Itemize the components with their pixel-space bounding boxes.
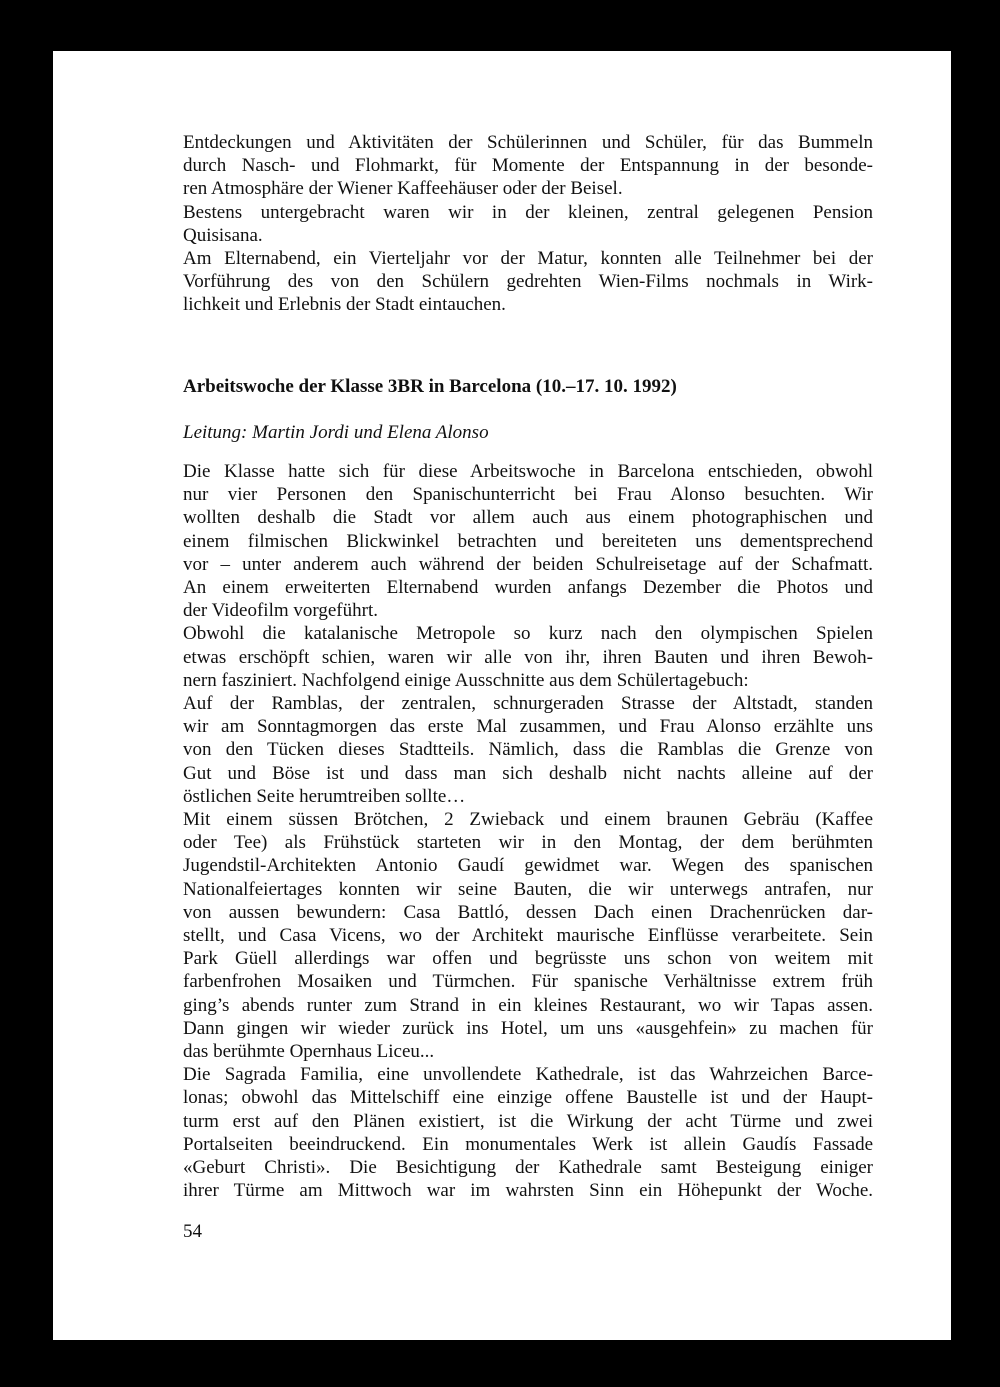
text-line: Auf der Ramblas, der zentralen, schnurgeraden Strasse der Altstadt, standen — [183, 693, 873, 715]
text-line: Die Sagrada Familia, eine unvollendete Kathedrale, ist das Wahrzeichen Barce- — [183, 1064, 873, 1086]
text-line: lonas; obwohl das Mittelschiff eine einzige offene Baustelle ist und der Haupt- — [183, 1087, 873, 1109]
text-line: Jugendstil-Architekten Antonio Gaudí gewidmet war. Wegen des spanischen — [183, 855, 873, 877]
text-line: An einem erweiterten Elternabend wurden anfangs Dezember die Photos und — [183, 577, 873, 599]
text-line: Obwohl die katalanische Metropole so kurz nach den olympischen Spielen — [183, 623, 873, 645]
text-line: der Videofilm vorgeführt. — [183, 600, 378, 622]
text-line: etwas erschöpft schien, waren wir alle von ihr, ihren Bauten und ihren Bewoh- — [183, 646, 873, 668]
text-line: von den Tücken dieses Stadtteils. Nämlich, dass die Ramblas die Grenze von — [183, 739, 873, 761]
text-line: wollten deshalb die Stadt vor allem auch aus einem photographischen und — [183, 507, 873, 529]
text-line: «Geburt Christi». Die Besichtigung der Kathedrale samt Besteigung einiger — [183, 1157, 873, 1179]
text-line: ren Atmosphäre der Wiener Kaffeehäuser oder der Beisel. — [183, 178, 623, 200]
text-line: oder Tee) als Frühstück starteten wir in den Montag, der dem berühmten — [183, 832, 873, 854]
text-line: farbenfrohen Mosaiken und Türmchen. Für spanische Verhältnisse extrem früh — [183, 971, 873, 993]
text-line: Dann gingen wir wieder zurück ins Hotel, um uns «ausgehfein» zu machen für — [183, 1017, 873, 1039]
text-line: Vorführung des von den Schülern gedrehten Wien-Films nochmals in Wirk- — [183, 271, 873, 293]
text-line: Portalseiten beeindruckend. Ein monumentales Werk ist allein Gaudís Fassade — [183, 1133, 873, 1155]
text-line: ihrer Türme am Mittwoch war im wahrsten Sinn ein Höhepunkt der Woche. — [183, 1180, 873, 1202]
text-line: das berühmte Opernhaus Liceu... — [183, 1041, 435, 1063]
text-line: von aussen bewundern: Casa Battló, dessen Dach einen Drachenrücken dar- — [183, 901, 873, 923]
text-line: Entdeckungen und Aktivitäten der Schülerinnen und Schüler, für das Bummeln — [183, 132, 873, 153]
text-line: ging’s abends runter zum Strand in ein kleines Restaurant, wo wir Tapas assen. — [183, 994, 873, 1016]
text-line: Gut und Böse ist und dass man sich deshalb nicht nachts alleine auf der — [183, 762, 873, 784]
text-line: stellt, und Casa Vicens, wo der Architekt maurische Einflüsse verarbeitete. Sein — [183, 925, 873, 947]
text-line: wir am Sonntagmorgen das erste Mal zusammen, und Frau Alonso erzählte uns — [183, 716, 873, 738]
text-line: nern fasziniert. Nachfolgend einige Ausschnitte aus dem Schülertagebuch: — [183, 669, 749, 691]
page-number: 54 — [183, 1221, 202, 1242]
text-line: Mit einem süssen Brötchen, 2 Zwieback und einem braunen Gebräu (Kaffee — [183, 809, 873, 831]
text-line: Am Elternabend, ein Vierteljahr vor der Matur, konnten alle Teilnehmer bei der — [183, 248, 873, 270]
text-line: Park Güell allerdings war offen und begrüsste uns schon von weitem mit — [183, 948, 873, 970]
text-line: durch Nasch- und Flohmarkt, für Momente der Entspannung in der besonde- — [183, 155, 873, 177]
page-sheet — [53, 51, 951, 1340]
section-body — [183, 460, 873, 1203]
section-heading: Arbeitswoche der Klasse 3BR in Barcelona (10.–17. 10. 1992) — [183, 376, 677, 397]
leitung-line: Leitung: Martin Jordi und Elena Alonso — [183, 422, 489, 443]
text-line: Die Klasse hatte sich für diese Arbeitswoche in Barcelona entschieden, obwohl — [183, 461, 873, 482]
text-line: turm erst auf den Plänen existiert, ist die Wirkung der acht Türme und zwei — [183, 1110, 873, 1132]
text-line: lichkeit und Erlebnis der Stadt eintauchen. — [183, 294, 506, 316]
text-line: einem filmischen Blickwinkel betrachten und bereiteten uns dementsprechend — [183, 530, 873, 552]
intro-paragraph — [183, 131, 873, 317]
text-line: Nationalfeiertages konnten wir seine Bauten, die wir unterwegs antrafen, nur — [183, 878, 873, 900]
text-line: östlichen Seite herumtreiben sollte… — [183, 785, 466, 807]
text-line: vor – unter anderem auch während der beiden Schulreisetage auf der Schafmatt. — [183, 553, 873, 575]
text-line: nur vier Personen den Spanischunterricht bei Frau Alonso besuchten. Wir — [183, 484, 873, 506]
text-line: Quisisana. — [183, 224, 263, 246]
text-line: Bestens untergebracht waren wir in der kleinen, zentral gelegenen Pension — [183, 201, 873, 223]
